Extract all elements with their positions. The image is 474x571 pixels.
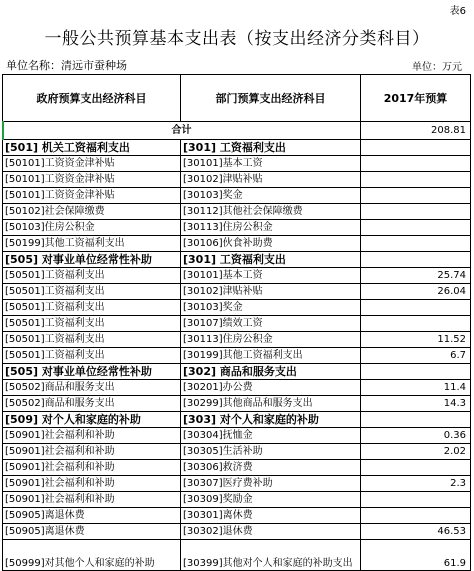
header-row [3, 75, 471, 122]
gov-cell: [50901]社会福利和补助 [3, 460, 181, 476]
table-row [3, 300, 471, 316]
gov-cell: [50102]社会保障缴费 [3, 204, 181, 220]
gov-cell: [50103]住房公积金 [3, 220, 181, 236]
table-row [3, 188, 471, 204]
dept-cell: [30307]医疗费补助 [181, 476, 361, 492]
dept-cell: [30302]退休费 [181, 524, 361, 540]
dept-cell: [30101]基本工资 [181, 268, 361, 284]
section-row [3, 140, 471, 156]
dept-cell: [30305]生活补助 [181, 444, 361, 460]
dept-cell: [30103]奖金 [181, 300, 361, 316]
table-row [3, 204, 471, 220]
section-row [3, 412, 471, 428]
table-row [3, 172, 471, 188]
table-row [3, 332, 471, 348]
budget-cell [361, 204, 471, 220]
dept-cell: [301] 工资福利支出 [181, 140, 361, 156]
budget-cell [361, 252, 471, 268]
gov-cell: [50905]离退休费 [3, 524, 181, 540]
table-row [3, 444, 471, 460]
budget-cell: 11.4 [361, 380, 471, 396]
gov-cell: [501] 机关工资福利支出 [3, 140, 181, 156]
table-row [3, 396, 471, 412]
dept-cell: [30113]住房公积金 [181, 220, 361, 236]
unit-name: 单位名称：清远市蚕种场 [6, 59, 127, 72]
table-row [3, 524, 471, 540]
table-row [3, 380, 471, 396]
dept-cell: [30106]伙食补助费 [181, 236, 361, 252]
dept-cell: [30201]办公费 [181, 380, 361, 396]
dept-cell: [30299]其他商品和服务支出 [181, 396, 361, 412]
gov-cell: [50501]工资福利支出 [3, 268, 181, 284]
gov-cell: [50101]工资资金津补贴 [3, 172, 181, 188]
gov-cell: [50901]社会福利和补助 [3, 476, 181, 492]
dept-cell: [30102]津贴补贴 [181, 284, 361, 300]
gov-cell: [50502]商品和服务支出 [3, 396, 181, 412]
table-row [3, 316, 471, 332]
budget-cell: 46.53 [361, 524, 471, 540]
gov-cell: [50502]商品和服务支出 [3, 380, 181, 396]
budget-cell: 14.3 [361, 396, 471, 412]
table-row [3, 476, 471, 492]
gov-cell: [50999]对其他个人和家庭的补助 [3, 540, 181, 571]
budget-cell [361, 364, 471, 380]
table-row [3, 348, 471, 364]
gov-cell: [50901]社会福利和补助 [3, 444, 181, 460]
budget-cell [361, 492, 471, 508]
dept-cell: [30113]住房公积金 [181, 332, 361, 348]
gov-cell: [509] 对个人和家庭的补助 [3, 412, 181, 428]
gov-cell: [50501]工资福利支出 [3, 316, 181, 332]
page-title: 一般公共预算基本支出表（按支出经济分类科目） [44, 29, 430, 49]
table-row [3, 540, 471, 571]
table-row [3, 236, 471, 252]
dept-cell: [30107]绩效工资 [181, 316, 361, 332]
currency-unit: 单位：万元 [412, 62, 462, 73]
budget-cell: 0.36 [361, 428, 471, 444]
dept-cell: [30309]奖励金 [181, 492, 361, 508]
gov-cell: [505] 对事业单位经常性补助 [3, 364, 181, 380]
sheet-tag: 表6 [449, 6, 466, 17]
budget-cell [361, 220, 471, 236]
gov-cell: [50501]工资福利支出 [3, 284, 181, 300]
dept-cell: [303] 对个人和家庭的补助 [181, 412, 361, 428]
budget-cell: 61.9 [361, 540, 471, 571]
budget-cell [361, 188, 471, 204]
budget-cell [361, 172, 471, 188]
table-row [3, 156, 471, 172]
header-dept: 部门预算支出经济科目 [181, 75, 361, 122]
budget-cell: 2.02 [361, 444, 471, 460]
total-value: 208.81 [361, 122, 471, 140]
budget-table [2, 74, 471, 571]
dept-cell: [30399]其他对个人和家庭的补助支出 [181, 540, 361, 571]
dept-cell: [30101]基本工资 [181, 156, 361, 172]
cell-cursor-mark [2, 121, 4, 140]
table-row [3, 492, 471, 508]
table-row [3, 428, 471, 444]
header-budget: 2017年预算 [361, 75, 471, 122]
budget-cell: 6.7 [361, 348, 471, 364]
budget-cell [361, 316, 471, 332]
budget-cell: 25.74 [361, 268, 471, 284]
total-row [3, 122, 471, 140]
dept-cell: [30102]津贴补贴 [181, 172, 361, 188]
table-row [3, 268, 471, 284]
table-row [3, 460, 471, 476]
dept-cell: [30306]救济费 [181, 460, 361, 476]
budget-cell: 2.3 [361, 476, 471, 492]
table-row [3, 284, 471, 300]
table-row [3, 220, 471, 236]
budget-cell [361, 412, 471, 428]
gov-cell: [50901]社会福利和补助 [3, 428, 181, 444]
table-row [3, 508, 471, 524]
gov-cell: [50905]离退休费 [3, 508, 181, 524]
dept-cell: [30112]其他社会保障缴费 [181, 204, 361, 220]
gov-cell: [50901]社会福利和补助 [3, 492, 181, 508]
budget-cell [361, 156, 471, 172]
gov-cell: [50501]工资福利支出 [3, 300, 181, 316]
header-gov: 政府预算支出经济科目 [3, 75, 181, 122]
budget-cell [361, 508, 471, 524]
budget-cell [361, 300, 471, 316]
dept-cell: [30304]抚恤金 [181, 428, 361, 444]
dept-cell: [302] 商品和服务支出 [181, 364, 361, 380]
gov-cell: [50199]其他工资福利支出 [3, 236, 181, 252]
section-row [3, 252, 471, 268]
dept-cell: [30301]离休费 [181, 508, 361, 524]
budget-cell [361, 460, 471, 476]
dept-cell: [30199]其他工资福利支出 [181, 348, 361, 364]
budget-cell [361, 236, 471, 252]
gov-cell: [50501]工资福利支出 [3, 332, 181, 348]
dept-cell: [301] 工资福利支出 [181, 252, 361, 268]
gov-cell: [50101]工资资金津补贴 [3, 156, 181, 172]
budget-cell [361, 140, 471, 156]
dept-cell: [30103]奖金 [181, 188, 361, 204]
section-row [3, 364, 471, 380]
gov-cell: [50501]工资福利支出 [3, 348, 181, 364]
budget-cell: 26.04 [361, 284, 471, 300]
gov-cell: [505] 对事业单位经常性补助 [3, 252, 181, 268]
gov-cell: [50101]工资资金津补贴 [3, 188, 181, 204]
budget-cell: 11.52 [361, 332, 471, 348]
total-label: 合计 [3, 122, 361, 140]
